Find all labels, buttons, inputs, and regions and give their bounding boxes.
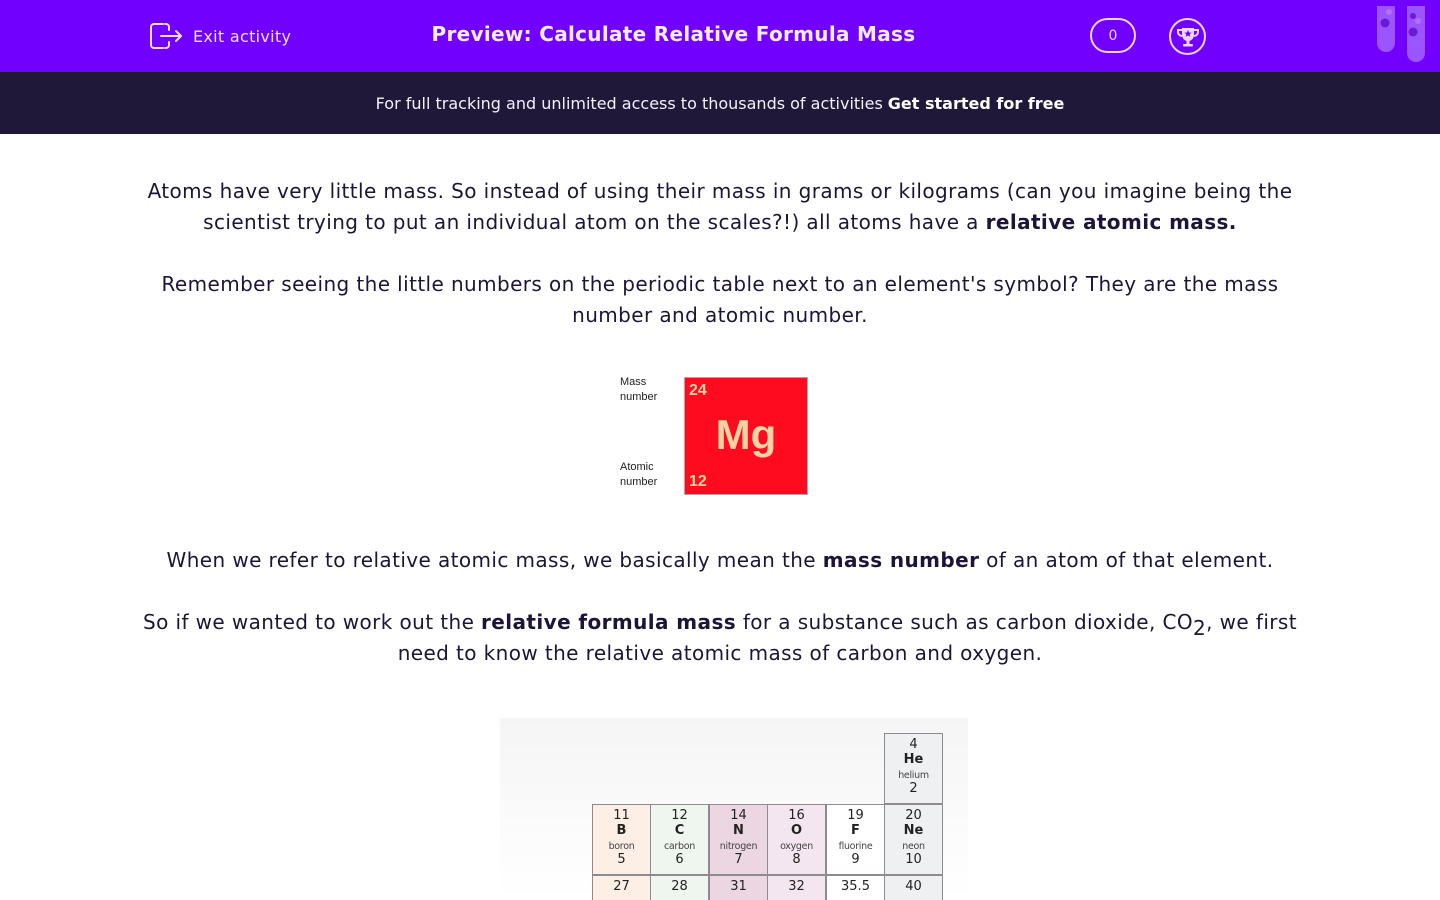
element-symbol: Ne	[903, 823, 924, 838]
atomic-number-label	[620, 460, 657, 490]
element-cell	[767, 804, 826, 875]
element-cell	[592, 875, 651, 900]
element-name: carbon	[663, 841, 695, 852]
element-mass: 14	[730, 808, 747, 823]
element-mass: 16	[788, 808, 805, 823]
page-title-text: Preview: Calculate Relative Formula Mass	[431, 22, 916, 46]
element-name: neon	[902, 841, 925, 852]
mg-mass-number: 24	[689, 382, 707, 399]
paragraph-formula-mass-middle: for a substance such as carbon dioxide, CO	[742, 610, 1194, 634]
element-mass: 19	[847, 808, 864, 823]
paragraph-formula-mass	[140, 607, 1300, 669]
co2-subscript: 2	[1193, 616, 1207, 640]
element-mass: 32	[788, 879, 805, 894]
element-name: fluorine	[838, 841, 873, 852]
element-mass: 20	[905, 808, 922, 823]
paragraph-mass-number-before: When we refer to relative atomic mass, we basically mean the	[166, 548, 817, 572]
element-cell	[767, 875, 826, 900]
element-cell	[650, 875, 709, 900]
trophy-icon	[1176, 26, 1200, 48]
element-symbol: C	[674, 823, 685, 838]
trophy-button[interactable]	[1169, 18, 1206, 55]
mass-label-line2: number	[620, 391, 658, 403]
element-symbol: B	[616, 823, 627, 838]
element-cell	[709, 875, 768, 900]
element-mass: 35.5	[841, 879, 870, 894]
element-mass: 40	[905, 879, 922, 894]
element-atomic-number: 2	[909, 781, 918, 796]
element-atomic-number: 10	[905, 852, 922, 867]
element-mass: 27	[613, 879, 630, 894]
paragraph-periodic-numbers-text: Remember seeing the little numbers on the periodic table next to an element's symbol? They are the mass number and atomic number.	[161, 272, 1279, 327]
paragraph-formula-mass-after: , we first need to know the relative atomic mass of carbon and oxygen.	[397, 610, 1297, 665]
element-cell	[709, 804, 768, 875]
relative-formula-mass-term: relative formula mass	[481, 610, 737, 634]
paragraph-periodic-numbers	[140, 269, 1300, 331]
element-atomic-number: 9	[851, 852, 860, 867]
element-atomic-number: 7	[734, 852, 743, 867]
get-started-link[interactable]: Get started for free	[887, 93, 1065, 113]
element-mass: 4	[909, 737, 918, 752]
element-name: oxygen	[780, 841, 813, 852]
score-counter	[1090, 18, 1136, 53]
element-mass: 12	[671, 808, 688, 823]
top-bar	[0, 0, 1440, 72]
periodic-table-excerpt	[500, 718, 968, 900]
atomic-label-line1: Atomic	[620, 461, 654, 473]
paragraph-intro	[140, 176, 1300, 238]
magnesium-tile	[684, 377, 808, 495]
mass-number-label	[620, 375, 657, 405]
element-mass: 28	[671, 879, 688, 894]
atomic-label-line2: number	[620, 476, 658, 488]
banner-text: For full tracking and unlimited access to thousands of activities	[375, 93, 883, 113]
page-title	[0, 22, 1440, 46]
element-symbol: O	[790, 823, 803, 838]
mg-symbol: Mg	[715, 411, 777, 458]
element-symbol: N	[733, 823, 744, 838]
element-cell	[884, 733, 943, 804]
signup-banner	[0, 72, 1440, 134]
relative-atomic-mass-term: relative atomic mass.	[985, 210, 1237, 234]
paragraph-formula-mass-before: So if we wanted to work out the	[143, 610, 475, 634]
element-cell	[884, 804, 943, 875]
element-cell	[826, 875, 885, 900]
paragraph-mass-number-after: of an atom of that element.	[986, 548, 1274, 572]
element-cell	[826, 804, 885, 875]
element-atomic-number: 5	[617, 852, 626, 867]
magnesium-element-figure	[612, 370, 822, 500]
element-mass: 11	[613, 808, 630, 823]
paragraph-intro-text: Atoms have very little mass. So instead of using their mass in grams or kilograms (can you imagine being the scientist trying to put an individual atom on the scales?!) all atoms have a	[147, 179, 1293, 234]
element-name: helium	[898, 770, 929, 781]
element-cell	[650, 804, 709, 875]
element-cell	[592, 804, 651, 875]
mass-number-term: mass number	[822, 548, 980, 572]
element-cell	[884, 875, 943, 900]
score-value: 0	[1108, 27, 1118, 44]
element-atomic-number: 8	[792, 852, 801, 867]
element-mass: 31	[730, 879, 747, 894]
element-name: nitrogen	[719, 841, 758, 852]
exit-activity-label: Exit activity	[193, 26, 292, 46]
element-symbol: He	[903, 752, 924, 767]
mg-atomic-number: 12	[689, 473, 707, 490]
element-atomic-number: 6	[675, 852, 684, 867]
paragraph-mass-number	[140, 545, 1300, 576]
mass-label-line1: Mass	[620, 376, 647, 388]
element-name: boron	[608, 841, 635, 852]
test-tubes-logo-icon	[1375, 4, 1427, 64]
element-symbol: F	[851, 823, 860, 838]
